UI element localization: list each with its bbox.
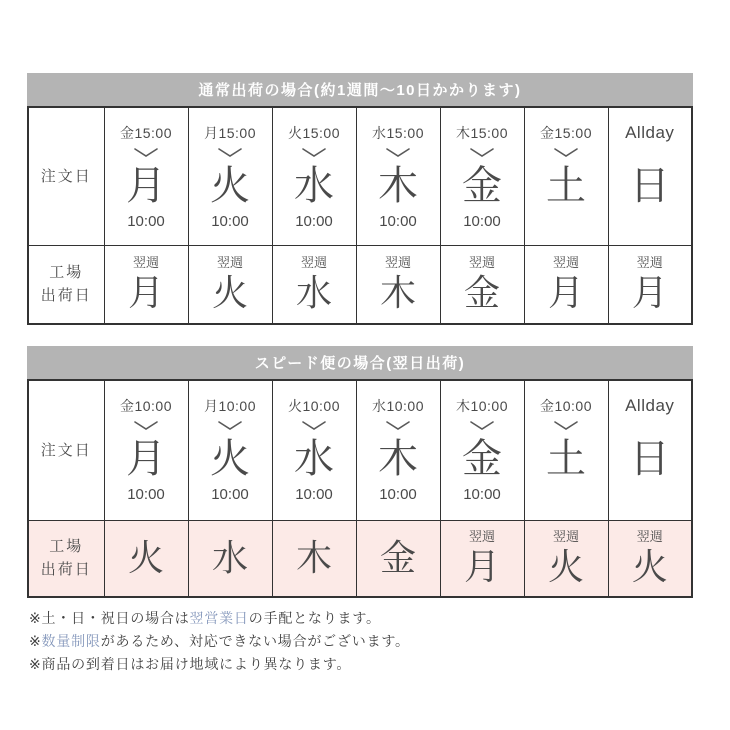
chevron-down-icon <box>357 417 440 433</box>
chevron-down-icon <box>525 417 608 433</box>
ship-cell <box>608 245 692 324</box>
ship-day-kanji: 火 <box>631 545 668 587</box>
ship-day-kanji: 火 <box>127 537 164 579</box>
order-cutoff-label: 水15:00 <box>371 125 425 141</box>
speed-shipping-section <box>27 346 693 598</box>
next-week-label: 翌週 <box>384 254 411 270</box>
order-cutoff-label: 水10:00 <box>371 398 425 414</box>
chevron-slot-empty <box>609 417 692 433</box>
footnote-text: ※商品の到着日はお届け地域により異なります。 <box>29 656 352 672</box>
chevron-down-icon <box>105 144 188 160</box>
order-cell <box>188 107 272 245</box>
ship-cell <box>608 520 692 597</box>
order-row-label: 注文日 <box>40 441 92 459</box>
ship-row-label-line2: 出荷日 <box>40 287 92 305</box>
ship-cell <box>524 520 608 597</box>
chevron-down-icon <box>357 144 440 160</box>
order-time-label: 10:00 <box>463 213 501 230</box>
order-day-kanji: 木 <box>378 437 418 481</box>
ship-day-kanji: 月 <box>127 271 164 313</box>
order-cell <box>356 380 440 520</box>
order-cell <box>104 380 188 520</box>
ship-day-kanji: 火 <box>211 271 248 313</box>
order-day-kanji: 日 <box>629 437 670 481</box>
ship-cell <box>104 245 188 324</box>
chevron-down-icon <box>441 144 524 160</box>
ship-row-header <box>28 245 104 324</box>
ship-day-kanji: 木 <box>295 537 332 579</box>
ship-cell <box>272 245 356 324</box>
order-day-kanji: 水 <box>294 437 334 481</box>
order-time-label: 10:00 <box>463 486 501 503</box>
ship-day-kanji: 金 <box>379 537 416 579</box>
order-day-kanji: 水 <box>294 164 334 208</box>
chevron-down-icon <box>189 144 272 160</box>
ship-cell <box>440 245 524 324</box>
order-row-header <box>28 107 104 245</box>
ship-day-kanji: 水 <box>211 537 248 579</box>
ship-day-kanji: 火 <box>547 545 584 587</box>
chevron-down-icon <box>273 417 356 433</box>
table-title: スピード便の場合(翌日出荷) <box>254 355 466 372</box>
normal-shipping-section <box>27 73 693 325</box>
order-cutoff-label: 金10:00 <box>119 398 173 414</box>
chevron-slot-empty <box>609 144 692 160</box>
ship-row-label-line1: 工場 <box>49 538 84 555</box>
order-day-kanji: 火 <box>210 164 250 208</box>
order-time-label: 10:00 <box>211 213 249 230</box>
factory-ship-row <box>28 520 692 597</box>
order-cutoff-label: 月10:00 <box>203 398 257 414</box>
order-cell <box>440 107 524 245</box>
order-cell <box>104 107 188 245</box>
order-cell-allday <box>608 380 692 520</box>
order-day-kanji: 金 <box>462 437 502 481</box>
ship-row-header <box>28 520 104 597</box>
ship-cell <box>524 245 608 324</box>
footnote-text: ※ <box>29 633 42 649</box>
order-day-kanji: 金 <box>462 164 502 208</box>
ship-day-kanji: 木 <box>379 271 416 313</box>
footnote-text: ※土・日・祝日の場合は <box>29 610 190 626</box>
ship-cell <box>104 520 188 597</box>
ship-row-label-line2: 出荷日 <box>40 561 92 579</box>
footnotes <box>29 607 410 676</box>
next-week-label: 翌週 <box>552 254 579 270</box>
next-week-label: 翌週 <box>300 254 327 270</box>
table-title: 通常出荷の場合(約1週間〜10日かかります) <box>198 82 522 99</box>
order-day-kanji: 月 <box>126 437 166 481</box>
ship-cell <box>272 520 356 597</box>
order-cell <box>272 107 356 245</box>
ship-cell <box>356 520 440 597</box>
ship-row-label-line1: 工場 <box>49 264 84 281</box>
footnote-line <box>29 607 410 630</box>
table-title-bar <box>27 346 693 379</box>
next-week-label: 翌週 <box>636 528 663 544</box>
footnote-text: の手配となります。 <box>248 610 381 626</box>
order-cell <box>188 380 272 520</box>
chevron-down-icon <box>105 417 188 433</box>
chevron-down-icon <box>441 417 524 433</box>
footnote-text: があるため、対応できない場合がございます。 <box>100 633 410 649</box>
factory-ship-row <box>28 245 692 324</box>
ship-cell <box>188 245 272 324</box>
next-week-label: 翌週 <box>468 528 495 544</box>
order-cutoff-label: 金15:00 <box>119 125 173 141</box>
order-cutoff-label: 金10:00 <box>539 398 593 414</box>
order-day-row <box>28 107 692 245</box>
order-day-kanji: 土 <box>546 164 586 208</box>
order-cutoff-label: 火10:00 <box>287 398 341 414</box>
table-title-bar <box>27 73 693 106</box>
chevron-down-icon <box>273 144 356 160</box>
order-time-label: 10:00 <box>211 486 249 503</box>
ship-cell <box>188 520 272 597</box>
order-day-row <box>28 380 692 520</box>
footnote-line <box>29 630 410 653</box>
order-cell <box>440 380 524 520</box>
order-time-label: 10:00 <box>295 486 333 503</box>
normal-shipping-table <box>27 106 693 325</box>
footnote-highlight: 数量制限 <box>41 633 101 649</box>
order-cutoff-label: 金15:00 <box>539 125 593 141</box>
order-cutoff-label: 月15:00 <box>203 125 257 141</box>
order-row-header <box>28 380 104 520</box>
order-cutoff-label: 木10:00 <box>455 398 509 414</box>
ship-day-kanji: 月 <box>463 545 500 587</box>
order-cell <box>356 107 440 245</box>
next-week-label: 翌週 <box>468 254 495 270</box>
chevron-down-icon <box>525 144 608 160</box>
next-week-label: 翌週 <box>216 254 243 270</box>
ship-day-kanji: 月 <box>547 271 584 313</box>
order-cell <box>524 380 608 520</box>
order-cell <box>272 380 356 520</box>
order-cell <box>524 107 608 245</box>
order-day-kanji: 月 <box>126 164 166 208</box>
order-cell-allday <box>608 107 692 245</box>
ship-day-kanji: 金 <box>463 271 500 313</box>
order-time-label: 10:00 <box>127 486 165 503</box>
order-day-kanji: 木 <box>378 164 418 208</box>
ship-cell <box>356 245 440 324</box>
order-cutoff-label: Allday <box>625 396 675 415</box>
order-time-label: 10:00 <box>127 213 165 230</box>
ship-cell <box>440 520 524 597</box>
ship-day-kanji: 月 <box>631 271 668 313</box>
footnote-highlight: 翌営業日 <box>189 610 249 626</box>
footnote-line <box>29 653 410 676</box>
next-week-label: 翌週 <box>132 254 159 270</box>
order-time-label: 10:00 <box>379 213 417 230</box>
next-week-label: 翌週 <box>636 254 663 270</box>
order-time-label: 10:00 <box>295 213 333 230</box>
order-day-kanji: 土 <box>546 437 586 481</box>
order-day-kanji: 火 <box>210 437 250 481</box>
order-day-kanji: 日 <box>629 164 670 208</box>
chevron-down-icon <box>189 417 272 433</box>
order-row-label: 注文日 <box>40 167 92 185</box>
ship-day-kanji: 水 <box>295 271 332 313</box>
order-time-label: 10:00 <box>379 486 417 503</box>
order-cutoff-label: Allday <box>625 123 675 142</box>
speed-shipping-table <box>27 379 693 598</box>
order-cutoff-label: 火15:00 <box>287 125 341 141</box>
next-week-label: 翌週 <box>552 528 579 544</box>
order-cutoff-label: 木15:00 <box>455 125 509 141</box>
